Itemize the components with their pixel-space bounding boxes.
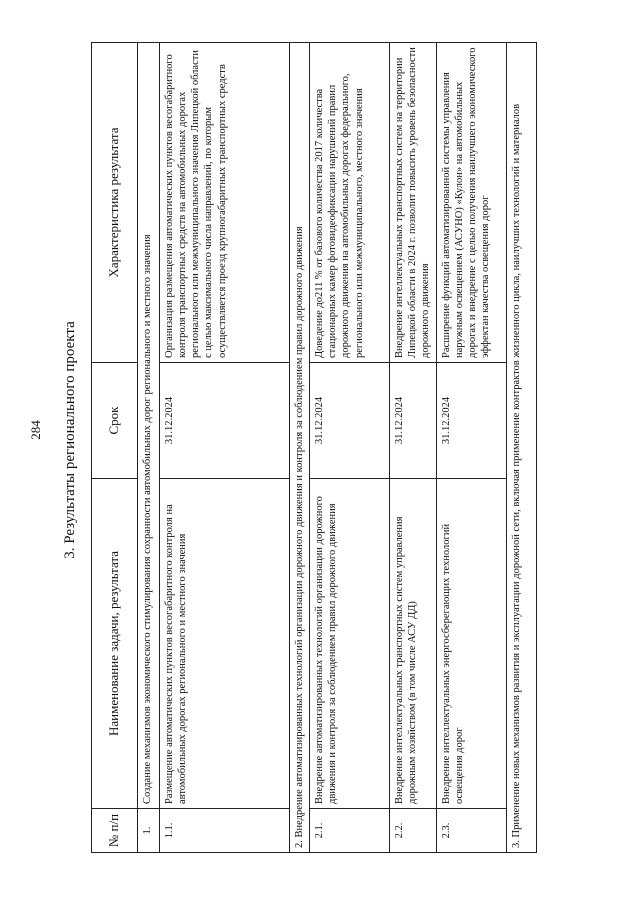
section-row [290, 43, 310, 853]
row-number: 1.1. [160, 809, 290, 853]
header-number: № п/п [92, 809, 138, 853]
results-table [91, 42, 537, 853]
header-characteristic: Характеристика результата [92, 43, 138, 363]
section-row [506, 43, 536, 853]
results-table-container [91, 43, 522, 853]
row-task-name: Внедрение автоматизированных технологий организации дорожного движения и контроля за соблюдением правил дорожного движения [310, 479, 390, 809]
row-deadline: 31.12.2024 [436, 363, 506, 479]
row-characteristic: Расширение функций автоматизированной системы управления наружным освещением (АСУНО) «Кулон» на автомобильных дорогах и внедрение с целью получения наилучшего экономического эффектан качества освещения дорог [436, 43, 506, 363]
section-number: 1. [138, 809, 160, 853]
section-title-cell: 2. Внедрение автоматизированных технологий организации дорожного движения и контроля за соблюдением правил дорожного движения [290, 43, 310, 853]
row-task-name: Размещение автоматических пунктов весогабаритного контроля на автомобильных дорогах регионального и местного значения [160, 479, 290, 809]
section-title-cell: Создание механизмов экономического стимулирования сохранности автомобильных дорог регионального и местного значения [138, 43, 160, 809]
row-deadline: 31.12.2024 [160, 363, 290, 479]
row-number: 2.2. [390, 809, 436, 853]
header-deadline: Срок [92, 363, 138, 479]
row-number: 2.3. [436, 809, 506, 853]
row-number: 2.1. [310, 809, 390, 853]
row-task-name: Внедрение интеллектуальных транспортных систем управления дорожным хозяйством (в том числе АСУ ДД) [390, 479, 436, 809]
table-row [310, 43, 390, 853]
row-task-name: Внедрение интеллектуальных энергосберегающих технологий освещения дорог [436, 479, 506, 809]
row-characteristic: Внедрение интеллектуальных транспортных систем на территории Липецкой области в 2024 г. позволит повысить уровень безопасности дорожного движения [390, 43, 436, 363]
row-deadline: 31.12.2024 [390, 363, 436, 479]
table-header-row [92, 43, 138, 853]
row-characteristic: Доведение до211 % от базового количества 2017 количества стационарных камер фотовидеофиксации нарушений правил дорожного движения на автомобильных дорогах федерального, регионального или межмуниципального, местного значения [310, 43, 390, 363]
section-title: 3. Результаты регионального проекта [62, 321, 78, 559]
section-title-cell: 3. Применение новых механизмов развития и эксплуатации дорожной сети, включая применение контрактов жизненного цикла, наилучших технологий и материалов [506, 43, 536, 853]
header-task-name: Наименование задачи, результата [92, 479, 138, 809]
page-number: 284 [28, 420, 43, 440]
row-deadline: 31.12.2024 [310, 363, 390, 479]
table-row [390, 43, 436, 853]
row-characteristic: Организация размещения автоматических пунктов весогабаритного контроля транспортных средств на автомобильных дорогах регионального или межмуниципального значения Липецкой области с целью максимального числа направлений, по которым осуществляется проезд крупногабаритных транспортных средств [160, 43, 290, 363]
table-row [160, 43, 290, 853]
table-row [436, 43, 506, 853]
section-row [138, 43, 160, 853]
